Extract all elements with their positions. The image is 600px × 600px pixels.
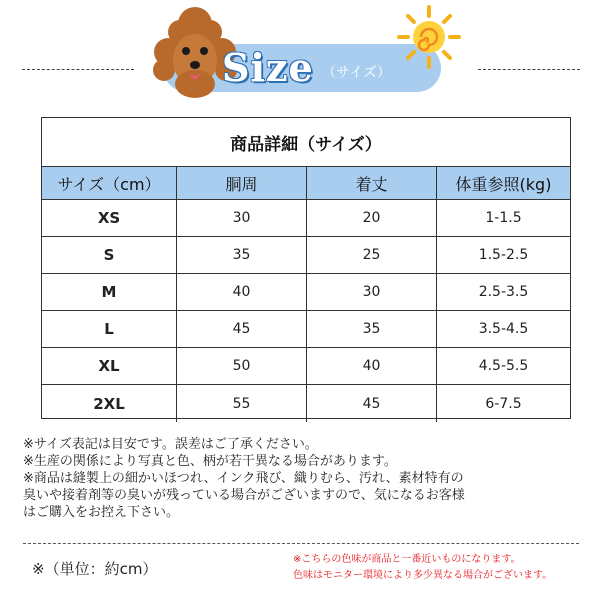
size-title: Size: [222, 45, 314, 90]
length-cell: 35: [307, 311, 437, 348]
table-title: 商品詳細（サイズ）: [42, 118, 570, 167]
color-note-line: 色味はモニター環境により多少異なる場合がございます。: [293, 570, 553, 581]
header-divider-left: [22, 69, 134, 70]
waist-cell: 45: [177, 311, 307, 348]
color-note-line: ※こちらの色味が商品と一番近いものになります。: [293, 554, 521, 565]
note-line: 臭いや接着剤等の臭いが残っている場合がございますので、気になるお客様: [23, 488, 465, 503]
table-header-row: [42, 167, 570, 200]
column-header-weight: 体重参照(kg): [437, 167, 570, 200]
weight-cell: 2.5-3.5: [437, 274, 570, 311]
size-cell: M: [42, 274, 177, 311]
length-cell: 45: [307, 385, 437, 422]
size-table: [41, 117, 571, 419]
column-header-length: 着丈: [307, 167, 437, 200]
weight-cell: 3.5-4.5: [437, 311, 570, 348]
table-row: [42, 311, 570, 348]
weight-cell: 1.5-2.5: [437, 237, 570, 274]
notes-block: [23, 436, 583, 521]
size-cell: S: [42, 237, 177, 274]
note-line: ※サイズ表記は目安です。誤差はご了承ください。: [23, 437, 318, 452]
table-row: [42, 200, 570, 237]
color-notes: [293, 552, 552, 584]
table-row: [42, 274, 570, 311]
waist-cell: 35: [177, 237, 307, 274]
waist-cell: 30: [177, 200, 307, 237]
sun-icon: [396, 4, 462, 70]
table-row: [42, 237, 570, 274]
weight-cell: 4.5-5.5: [437, 348, 570, 385]
note-line: ※生産の関係により写真と色、柄が若干異なる場合があります。: [23, 454, 397, 469]
table-row: [42, 348, 570, 385]
header-divider-right: [478, 69, 580, 70]
length-cell: 30: [307, 274, 437, 311]
size-subtitle: （サイズ）: [322, 65, 391, 81]
table-body: [42, 200, 570, 422]
size-cell: XS: [42, 200, 177, 237]
footer-divider: [23, 543, 579, 544]
size-cell: L: [42, 311, 177, 348]
table-row: [42, 385, 570, 422]
waist-cell: 55: [177, 385, 307, 422]
waist-cell: 40: [177, 274, 307, 311]
weight-cell: 6-7.5: [485, 395, 522, 412]
note-line: はご購入をお控え下さい。: [23, 505, 180, 520]
length-cell: 20: [307, 200, 437, 237]
size-cell: XL: [42, 348, 177, 385]
waist-cell: 50: [177, 348, 307, 385]
length-cell: 25: [307, 237, 437, 274]
column-header-size: サイズ（cm）: [42, 167, 177, 200]
length-cell: 40: [307, 348, 437, 385]
size-cell: 2XL: [42, 385, 177, 422]
unit-note: ※（単位：約cm）: [32, 560, 158, 578]
weight-cell: 1-1.5: [437, 200, 570, 237]
note-line: ※商品は縫製上の細かいほつれ、インク飛び、織りむら、汚れ、素材特有の: [23, 471, 464, 486]
column-header-waist: 胴周: [177, 167, 307, 200]
